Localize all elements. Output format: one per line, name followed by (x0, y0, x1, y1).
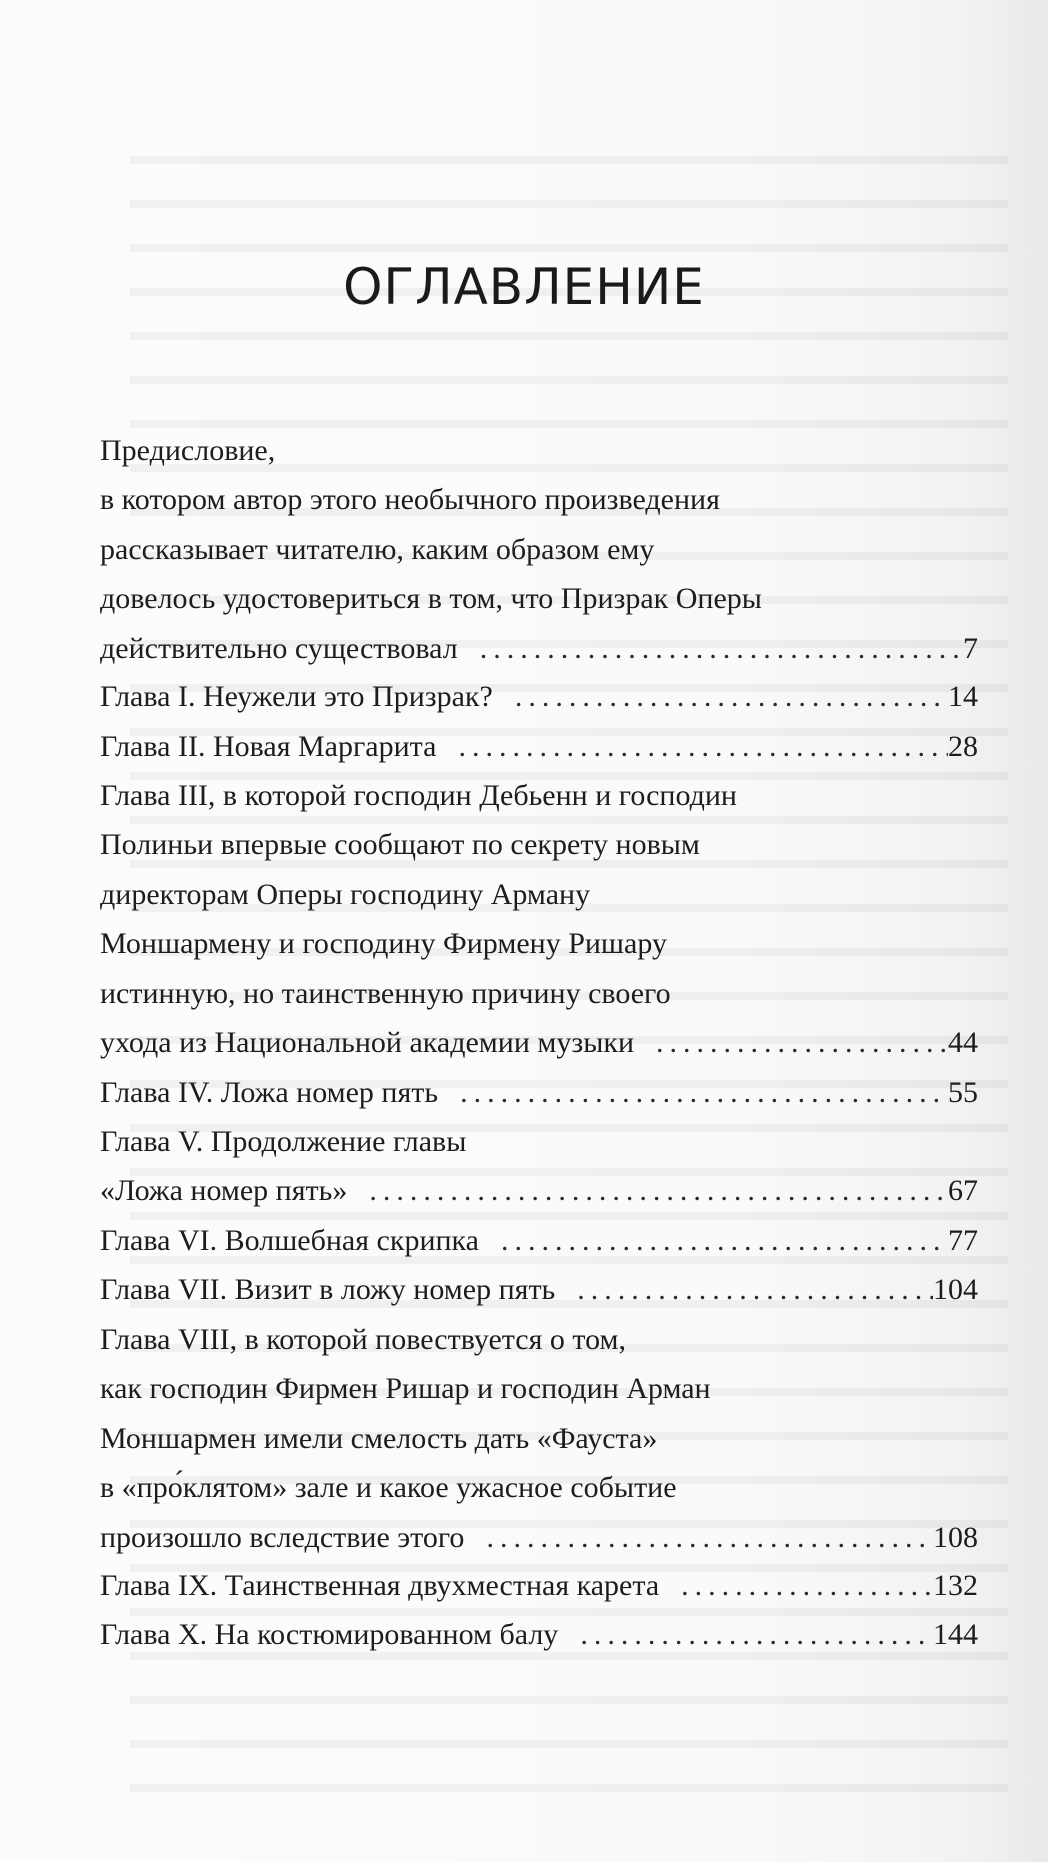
toc-line: Глава IX. Таинственная двухместная карета (100, 1569, 660, 1602)
toc-line: Глава II. Новая Маргарита (100, 730, 437, 763)
toc-entry-chapter-10 (100, 1610, 978, 1659)
toc-line-with-page (100, 1068, 978, 1117)
page-number: 14 (948, 680, 978, 713)
page-number: 132 (933, 1569, 978, 1602)
leader-dots (479, 1216, 948, 1265)
leader-dots (438, 1068, 948, 1117)
toc-line: Предисловие, (100, 434, 276, 467)
toc-line-with-page (100, 1513, 978, 1562)
toc-line-with-page (100, 1265, 978, 1314)
toc-line: истинную, но таинственную причину своего (100, 976, 671, 1010)
toc-entry-chapter-8 (100, 1315, 978, 1562)
leader-dots (347, 1166, 948, 1215)
toc-line-with-page (100, 1166, 978, 1215)
toc-line-with-page (100, 624, 978, 673)
toc-line: Глава VII. Визит в ложу номер пять (100, 1273, 556, 1306)
toc-line: произошло вследствие этого (100, 1520, 465, 1554)
leader-dots (458, 624, 963, 673)
toc-line: Глава X. На костюмированном балу (100, 1618, 559, 1651)
toc-line-with-page (100, 1610, 978, 1659)
toc-line: Глава VIII, в которой повествуется о том, (100, 1323, 626, 1356)
toc-line: Моншармену и господину Фирмену Ришару (100, 927, 667, 961)
toc-line: «Ложа номер пять» (100, 1174, 348, 1208)
page-number: 44 (948, 1025, 978, 1059)
toc-line: как господин Фирмен Ришар и господин Арман (100, 1372, 711, 1406)
toc-line-with-page (100, 1018, 978, 1067)
page-title: ОГЛАВЛЕНИЕ (343, 258, 705, 316)
toc-entry-chapter-4 (100, 1068, 978, 1117)
toc-entry-preface (100, 426, 978, 673)
toc-entry-chapter-6 (100, 1216, 978, 1265)
toc-entry-chapter-9 (100, 1561, 978, 1610)
leader-dots (558, 1610, 933, 1659)
leader-dots (659, 1561, 933, 1610)
toc-line: действительно существовал (100, 631, 458, 665)
toc-line: ухода из Национальной академии музыки (100, 1025, 635, 1059)
toc-entry-chapter-1 (100, 672, 978, 721)
toc-line: Глава V. Продолжение главы (100, 1125, 467, 1158)
leader-dots (634, 1018, 948, 1067)
toc-entry-chapter-7 (100, 1265, 978, 1314)
page-number: 28 (948, 730, 978, 763)
toc-line: Глава I. Неужели это Призрак? (100, 680, 493, 713)
toc-line: в «про́клятом» зале и какое ужасное событие (100, 1471, 677, 1505)
page-number: 144 (933, 1618, 978, 1651)
leader-dots (464, 1513, 933, 1562)
toc-line: Полиньи впервые сообщают по секрету новым (100, 828, 700, 862)
page-number: 7 (963, 631, 978, 665)
toc-line: Глава IV. Ложа номер пять (100, 1076, 439, 1109)
leader-dots (555, 1265, 933, 1314)
toc-line: Моншармен имели смелость дать «Фауста» (100, 1421, 658, 1455)
toc-line: Глава VI. Волшебная скрипка (100, 1224, 479, 1257)
page-number: 77 (948, 1224, 978, 1257)
page-number: 67 (948, 1174, 978, 1208)
leader-dots (436, 722, 948, 771)
toc-entry-chapter-3 (100, 771, 978, 1067)
page-number: 55 (948, 1076, 978, 1109)
toc-line: Глава III, в которой господин Дебьенн и господин (100, 779, 737, 812)
toc-line-with-page (100, 722, 978, 771)
toc-line: рассказывает читателю, каким образом ему (100, 532, 655, 566)
toc-line-with-page (100, 1216, 978, 1265)
toc-entry-chapter-2 (100, 722, 978, 771)
toc-line-with-page (100, 1561, 978, 1610)
page-number: 108 (933, 1520, 978, 1554)
toc-line-with-page (100, 672, 978, 721)
page-number: 104 (933, 1273, 978, 1306)
toc-line: довелось удостовериться в том, что Призрак Оперы (100, 582, 762, 616)
toc-line: в котором автор этого необычного произведения (100, 483, 720, 517)
toc-line: директорам Оперы господину Арману (100, 877, 591, 911)
leader-dots (493, 672, 948, 721)
toc-entry-chapter-5 (100, 1117, 978, 1216)
